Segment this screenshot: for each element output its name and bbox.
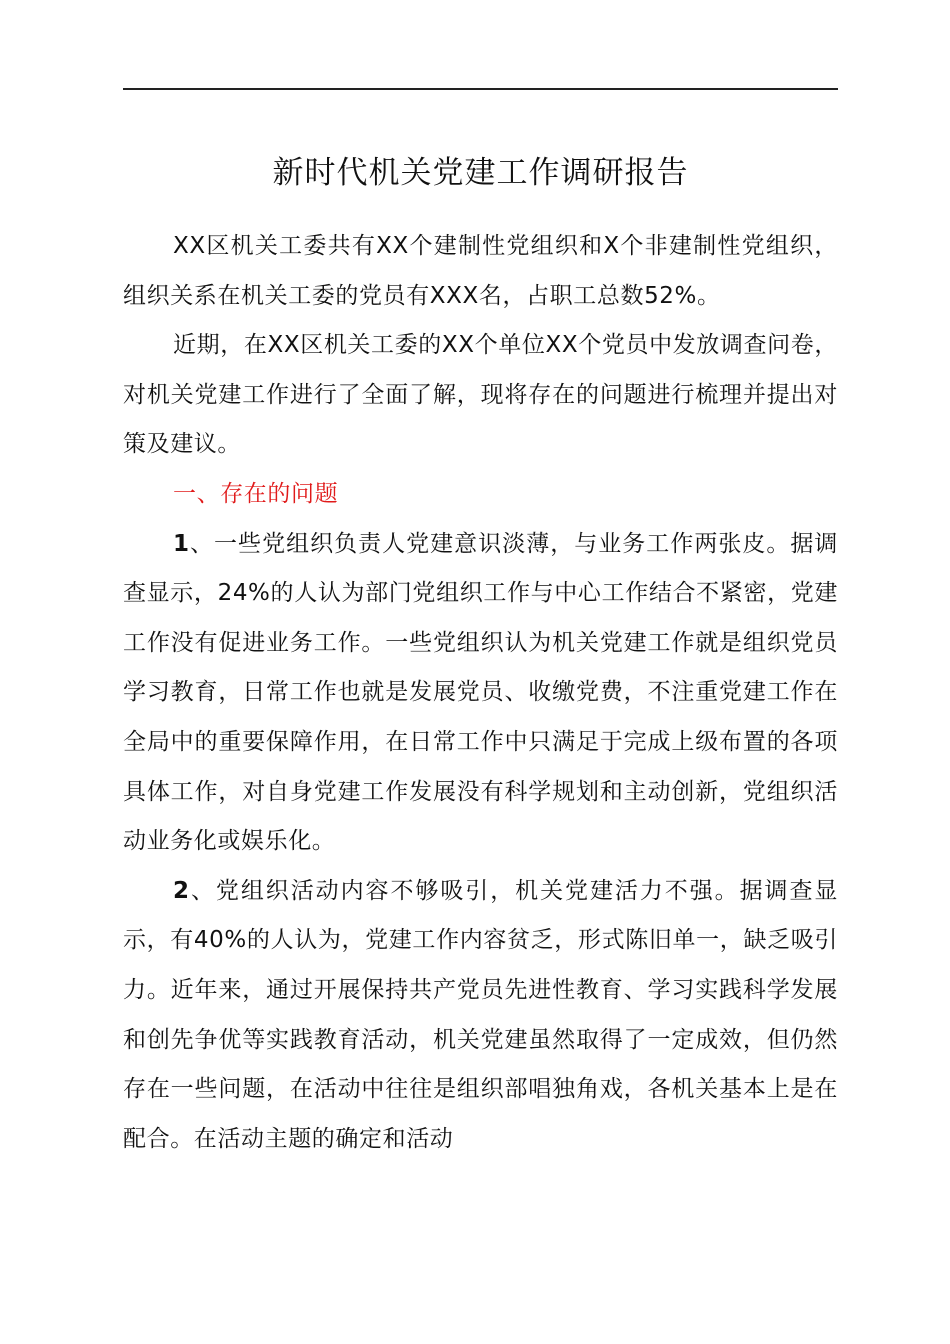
header-rule <box>123 88 838 90</box>
issue-paragraph-2 <box>123 867 838 1165</box>
document-body <box>123 222 838 1164</box>
document-title: 新时代机关党建工作调研报告 <box>272 155 689 191</box>
section-heading: 一、存在的问题 <box>173 480 339 507</box>
issue-text: 、一些党组织负责人党建意识淡薄，与业务工作两张皮。据调查显示，24%的人认为部门党组织工作与中心工作结合不紧密，党建工作没有促进业务工作。一些党组织认为机关党建工作就是组织党员学习教育，日常工作也就是发展党员、收缴党费，不注重党建工作在全局中的重要保障作用，在日常工作中只满足于完成上级布置的各项具体工作，对自身党建工作发展没有科学规划和主动创新，党组织活动业务化或娱乐化。 <box>123 530 838 855</box>
intro-paragraph: XX区机关工委共有XX个建制性党组织和X个非建制性党组织，组织关系在机关工委的党员有XXX名，占职工总数52%。 <box>123 233 838 309</box>
survey-paragraph: 近期，在XX区机关工委的XX个单位XX个党员中发放调查问卷，对机关党建工作进行了全面了解，现将存在的问题进行梳理并提出对策及建议。 <box>123 332 838 458</box>
issue-paragraph-1 <box>123 520 838 867</box>
issue-text: 、党组织活动内容不够吸引，机关党建活力不强。据调查显示，有40%的人认为，党建工作内容贫乏，形式陈旧单一，缺乏吸引力。近年来，通过开展保持共产党员先进性教育、学习实践科学发展和创先争优等实践教育活动，机关党建虽然取得了一定成效，但仍然存在一些问题，在活动中往往是组织部唱独角戏，各机关基本上是在配合。在活动主题的确定和活动 <box>123 877 838 1152</box>
issue-number: 2 <box>173 877 190 904</box>
issue-number: 1 <box>173 530 190 557</box>
